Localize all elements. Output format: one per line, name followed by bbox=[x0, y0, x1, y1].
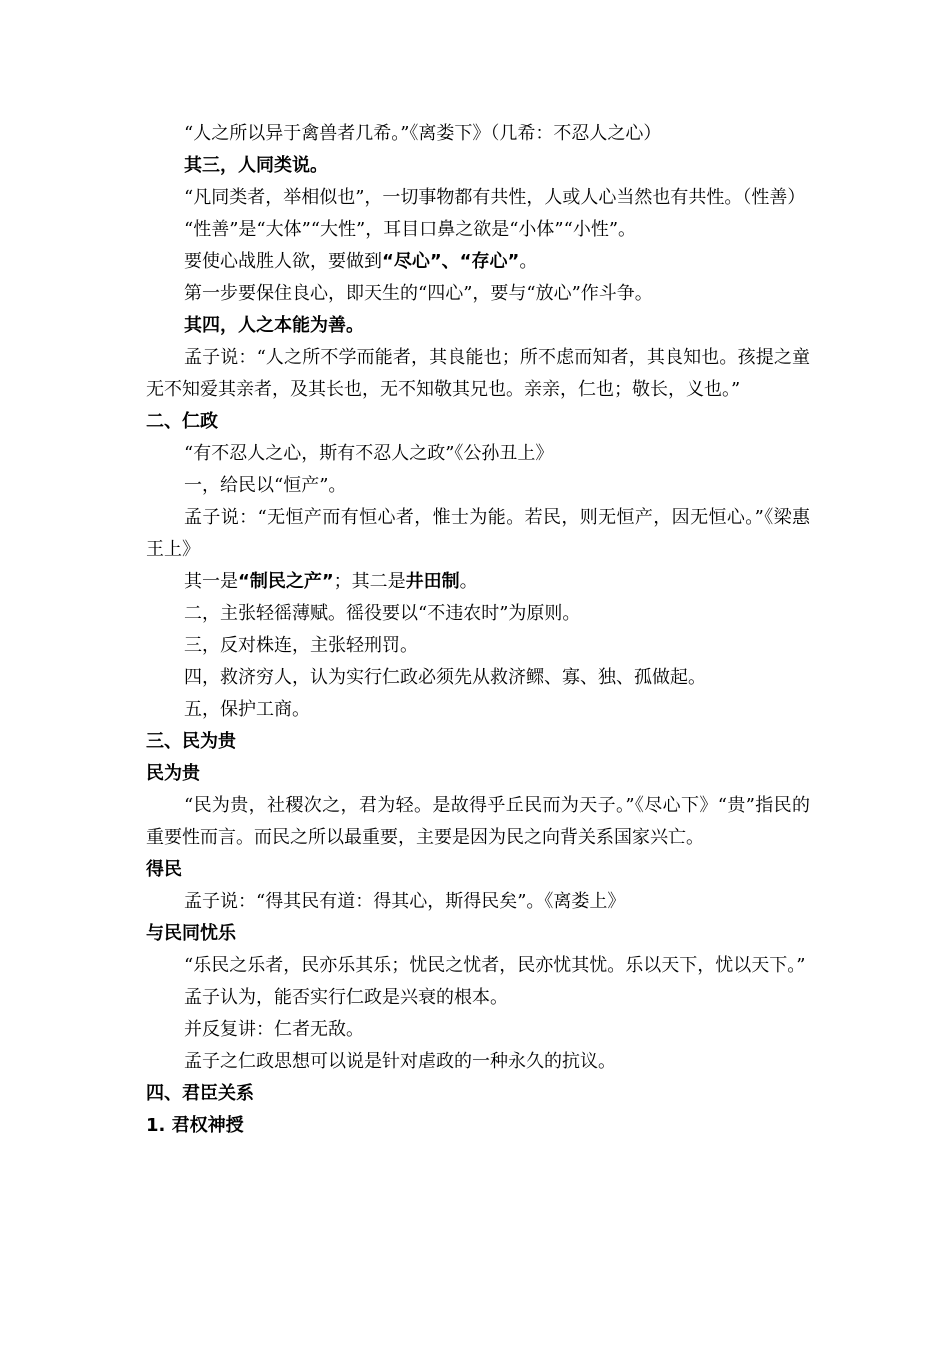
paragraph: 五，保护工商。 bbox=[184, 699, 310, 720]
text-run: 。 bbox=[519, 251, 538, 272]
section-heading: 二、仁政 bbox=[146, 411, 218, 432]
text-run: 其一是 bbox=[184, 571, 238, 592]
paragraph: 四，救济穷人，认为实行仁政必须先从救济鳏、寡、独、孤做起。 bbox=[184, 667, 706, 688]
paragraph: 并反复讲：仁者无敌。 bbox=[184, 1019, 364, 1040]
bold-term: “尽心”、“存心” bbox=[382, 251, 520, 272]
paragraph: “民为贵，社稷次之，君为轻。是故得乎丘民而为天子。”《尽心下》“贵”指民的重要性而言。而民之所以最重要，主要是因为民之向背关系国家兴亡。 bbox=[146, 795, 810, 848]
subheading: 其三，人同类说。 bbox=[184, 155, 328, 176]
paragraph: “人之所以异于禽兽者几希。”《离娄下》（几希：不忍人之心） bbox=[184, 123, 662, 144]
paragraph bbox=[146, 566, 810, 598]
paragraph bbox=[146, 246, 810, 278]
paragraph: 孟子之仁政思想可以说是针对虐政的一种永久的抗议。 bbox=[184, 1051, 616, 1072]
paragraph: 一，给民以“恒产”。 bbox=[184, 475, 347, 496]
paragraph: 孟子说：“得其民有道：得其心，斯得民矣”。《离娄上》 bbox=[184, 891, 626, 912]
paragraph: “乐民之乐者，民亦乐其乐；忧民之忧者，民亦忧其忧。乐以天下，忧以天下。” bbox=[184, 955, 806, 976]
paragraph: “有不忍人之心，斯有不忍人之政”《公孙丑上》 bbox=[184, 443, 554, 464]
section-heading: 三、民为贵 bbox=[146, 731, 236, 752]
subsection-heading: 得民 bbox=[146, 859, 182, 880]
text-run: 要使心战胜人欲，要做到 bbox=[184, 251, 382, 272]
subsection-heading: 1. 君权神授 bbox=[146, 1115, 244, 1136]
subsection-heading: 与民同忧乐 bbox=[146, 923, 236, 944]
paragraph: 孟子说：“人之所不学而能者，其良能也；所不虑而知者，其良知也。孩提之童无不知爱其亲者，及其长也，无不知敬其兄也。亲亲，仁也；敬长，义也。” bbox=[146, 347, 810, 400]
subsection-heading: 民为贵 bbox=[146, 763, 200, 784]
subheading: 其四，人之本能为善。 bbox=[184, 315, 364, 336]
paragraph: 第一步要保住良心，即天生的“四心”，要与“放心”作斗争。 bbox=[184, 283, 653, 304]
section-heading: 四、君臣关系 bbox=[146, 1083, 254, 1104]
text-run: 。 bbox=[459, 571, 478, 592]
paragraph: 三，反对株连，主张轻刑罚。 bbox=[184, 635, 418, 656]
bold-term: 井田制 bbox=[405, 571, 460, 592]
bold-term: “制民之产” bbox=[238, 571, 334, 592]
paragraph: “性善”是“大体”“大性”，耳目口鼻之欲是“小体”“小性”。 bbox=[184, 219, 637, 240]
paragraph: “凡同类者，举相似也”，一切事物都有共性，人或人心当然也有共性。（性善） bbox=[184, 187, 806, 208]
paragraph: 孟子说：“无恒产而有恒心者，惟士为能。若民，则无恒产，因无恒心。”《梁惠王上》 bbox=[146, 507, 810, 560]
text-run: ；其二是 bbox=[333, 571, 406, 592]
paragraph: 二，主张轻徭薄赋。徭役要以“不违农时”为原则。 bbox=[184, 603, 581, 624]
document-body bbox=[146, 118, 810, 1142]
paragraph: 孟子认为，能否实行仁政是兴衰的根本。 bbox=[184, 987, 508, 1008]
